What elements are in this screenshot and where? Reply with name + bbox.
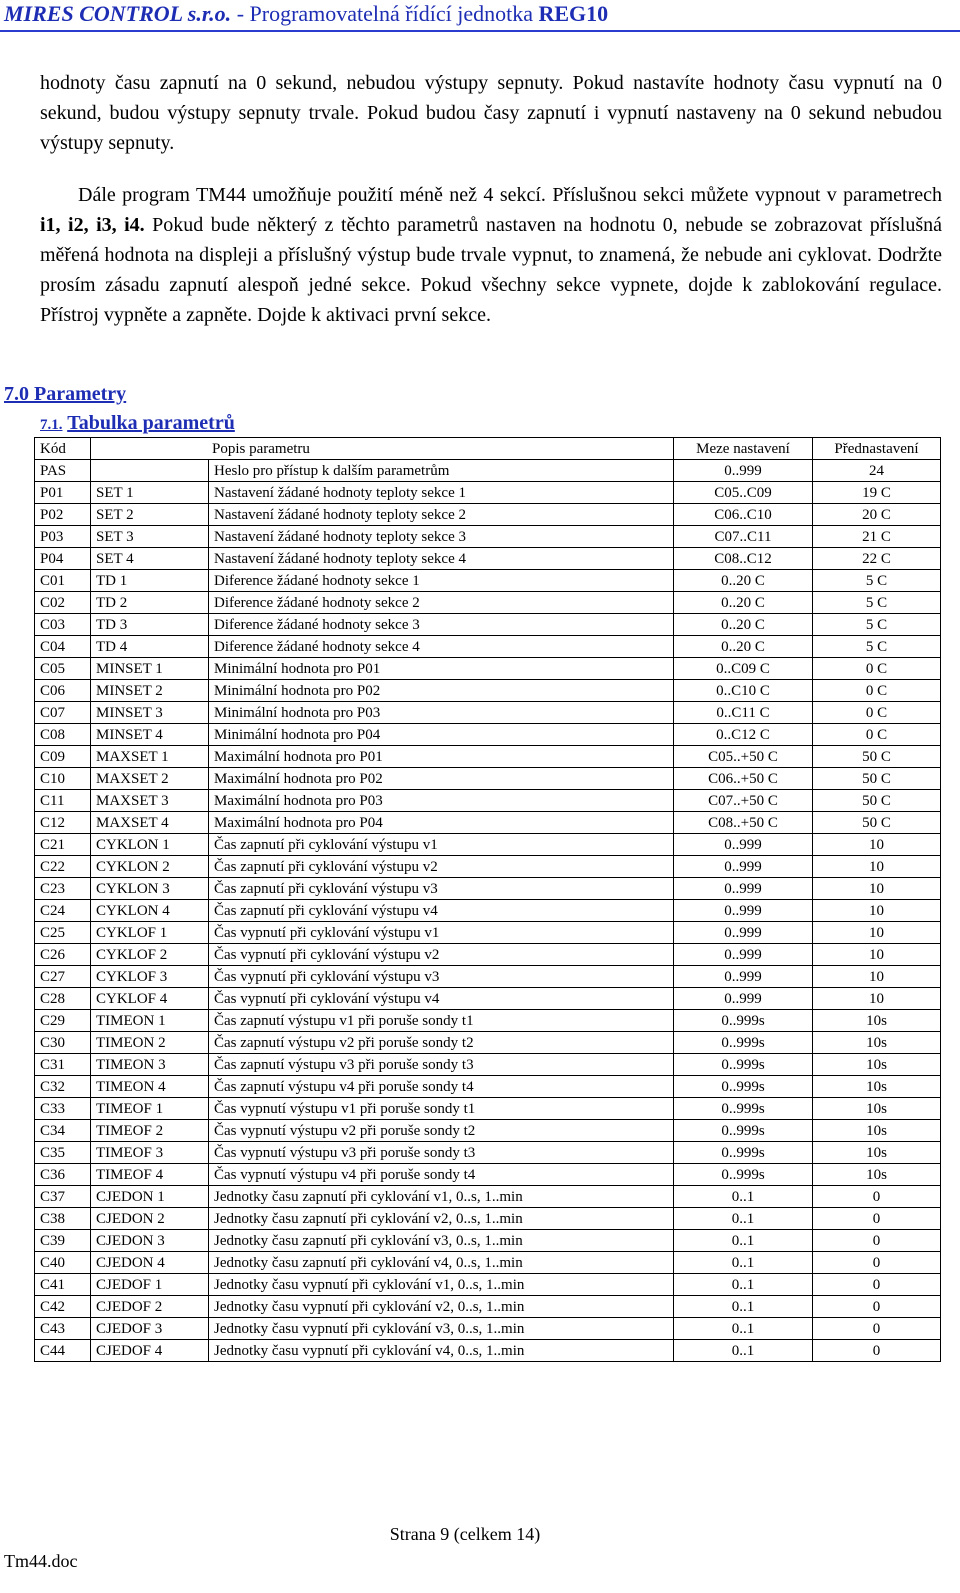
cell-range: C08..C12: [674, 548, 813, 570]
header-range: Meze nastavení: [674, 438, 813, 460]
cell-name: TD 4: [91, 636, 209, 658]
cell-description: Čas zapnutí při cyklování výstupu v1: [209, 834, 674, 856]
paragraph-2-end: Pokud bude některý z těchto parametrů nastaven na hodnotu 0, nebude se zobrazovat příslušná měřená hodnota na displeji a příslušný výstup bude trvale vypnut, to znamená, že nebude ani cyklovat. Dodržte prosím zásadu zapnutí alespoň jedné sekce. Pokud všechny sekce vypnete, dojde k zablokování regulace. Přístroj vypněte a zapněte. Dojde k aktivaci první sekce.: [40, 214, 942, 326]
cell-code: C04: [35, 636, 91, 658]
cell-name: CYKLOF 4: [91, 988, 209, 1010]
cell-name: MINSET 4: [91, 724, 209, 746]
table-row: [35, 658, 941, 680]
cell-code: C21: [35, 834, 91, 856]
cell-code: P03: [35, 526, 91, 548]
cell-default: 0 C: [813, 702, 941, 724]
cell-name: TD 3: [91, 614, 209, 636]
cell-code: C11: [35, 790, 91, 812]
cell-range: 0..999s: [674, 1098, 813, 1120]
cell-default: 0: [813, 1296, 941, 1318]
table-row: [35, 1340, 941, 1362]
cell-range: 0..999: [674, 878, 813, 900]
cell-default: 50 C: [813, 746, 941, 768]
cell-code: P02: [35, 504, 91, 526]
cell-description: Maximální hodnota pro P01: [209, 746, 674, 768]
page-header: [4, 1, 608, 27]
cell-description: Nastavení žádané hodnoty teploty sekce 2: [209, 504, 674, 526]
cell-description: Čas vypnutí výstupu v1 při poruše sondy t1: [209, 1098, 674, 1120]
cell-code: C05: [35, 658, 91, 680]
file-name: Tm44.doc: [4, 1551, 78, 1571]
cell-name: SET 4: [91, 548, 209, 570]
cell-default: 22 C: [813, 548, 941, 570]
cell-default: 10: [813, 944, 941, 966]
table-row: [35, 526, 941, 548]
cell-name: CYKLOF 2: [91, 944, 209, 966]
cell-default: 0: [813, 1252, 941, 1274]
cell-description: Jednotky času zapnutí při cyklování v3, 0..s, 1..min: [209, 1230, 674, 1252]
cell-description: Maximální hodnota pro P04: [209, 812, 674, 834]
cell-description: Heslo pro přístup k dalším parametrům: [209, 460, 674, 482]
cell-range: 0..1: [674, 1186, 813, 1208]
cell-description: Jednotky času vypnutí při cyklování v4, 0..s, 1..min: [209, 1340, 674, 1362]
cell-name: MAXSET 4: [91, 812, 209, 834]
table-row: [35, 812, 941, 834]
cell-name: MINSET 3: [91, 702, 209, 724]
cell-name: MAXSET 2: [91, 768, 209, 790]
table-row: [35, 944, 941, 966]
cell-default: 10s: [813, 1142, 941, 1164]
section-heading: 7.0 Parametry: [4, 383, 127, 405]
cell-name: CJEDON 1: [91, 1186, 209, 1208]
cell-range: C05..+50 C: [674, 746, 813, 768]
table-row: [35, 724, 941, 746]
cell-description: Maximální hodnota pro P03: [209, 790, 674, 812]
cell-description: Čas zapnutí při cyklování výstupu v2: [209, 856, 674, 878]
cell-description: Minimální hodnota pro P02: [209, 680, 674, 702]
table-row: [35, 1318, 941, 1340]
table-row: [35, 570, 941, 592]
cell-name: CJEDOF 2: [91, 1296, 209, 1318]
cell-name: TIMEOF 3: [91, 1142, 209, 1164]
cell-code: P04: [35, 548, 91, 570]
cell-name: CJEDON 3: [91, 1230, 209, 1252]
cell-default: 0: [813, 1274, 941, 1296]
cell-description: Jednotky času zapnutí při cyklování v2, 0..s, 1..min: [209, 1208, 674, 1230]
cell-name: TIMEOF 2: [91, 1120, 209, 1142]
cell-description: Čas zapnutí výstupu v1 při poruše sondy t1: [209, 1010, 674, 1032]
cell-code: C27: [35, 966, 91, 988]
cell-default: 0: [813, 1230, 941, 1252]
cell-range: 0..999s: [674, 1076, 813, 1098]
cell-name: TIMEOF 4: [91, 1164, 209, 1186]
cell-default: 5 C: [813, 636, 941, 658]
cell-range: 0..999: [674, 460, 813, 482]
cell-code: C07: [35, 702, 91, 724]
cell-default: 24: [813, 460, 941, 482]
cell-description: Nastavení žádané hodnoty teploty sekce 3: [209, 526, 674, 548]
cell-code: C23: [35, 878, 91, 900]
cell-description: Čas zapnutí výstupu v3 při poruše sondy t3: [209, 1054, 674, 1076]
table-row: [35, 460, 941, 482]
cell-default: 10s: [813, 1076, 941, 1098]
cell-range: 0..1: [674, 1340, 813, 1362]
cell-description: Jednotky času vypnutí při cyklování v1, 0..s, 1..min: [209, 1274, 674, 1296]
cell-description: Čas zapnutí výstupu v2 při poruše sondy t2: [209, 1032, 674, 1054]
cell-name: TIMEON 2: [91, 1032, 209, 1054]
cell-code: C02: [35, 592, 91, 614]
cell-code: C40: [35, 1252, 91, 1274]
cell-default: 10s: [813, 1054, 941, 1076]
cell-code: C38: [35, 1208, 91, 1230]
cell-description: Nastavení žádané hodnoty teploty sekce 4: [209, 548, 674, 570]
cell-range: 0..999: [674, 988, 813, 1010]
cell-code: C44: [35, 1340, 91, 1362]
table-row: [35, 834, 941, 856]
cell-default: 0 C: [813, 680, 941, 702]
cell-code: C42: [35, 1296, 91, 1318]
cell-default: 10: [813, 966, 941, 988]
cell-name: CJEDOF 1: [91, 1274, 209, 1296]
cell-default: 10s: [813, 1120, 941, 1142]
table-row: [35, 856, 941, 878]
cell-default: 0: [813, 1208, 941, 1230]
table-row: [35, 702, 941, 724]
cell-name: CJEDON 2: [91, 1208, 209, 1230]
header-description: Popis parametru: [91, 438, 674, 460]
cell-default: 10: [813, 856, 941, 878]
cell-code: C39: [35, 1230, 91, 1252]
cell-range: 0..C09 C: [674, 658, 813, 680]
cell-range: C06..+50 C: [674, 768, 813, 790]
subsection-title: Tabulka parametrů: [67, 412, 235, 434]
cell-code: P01: [35, 482, 91, 504]
cell-range: 0..999s: [674, 1054, 813, 1076]
cell-name: CJEDON 4: [91, 1252, 209, 1274]
cell-default: 0: [813, 1340, 941, 1362]
cell-default: 10: [813, 834, 941, 856]
table-row: [35, 1164, 941, 1186]
cell-default: 0 C: [813, 658, 941, 680]
paragraph-2-start: Dále program TM44 umožňuje použití méně než 4 sekcí. Příslušnou sekci můžete vypnout v parametrech: [78, 184, 942, 206]
cell-name: MAXSET 3: [91, 790, 209, 812]
header-code: Kód: [35, 438, 91, 460]
table-row: [35, 504, 941, 526]
cell-range: C07..C11: [674, 526, 813, 548]
cell-name: TD 2: [91, 592, 209, 614]
cell-description: Čas zapnutí při cyklování výstupu v4: [209, 900, 674, 922]
cell-description: Čas vypnutí při cyklování výstupu v4: [209, 988, 674, 1010]
cell-range: 0..999: [674, 856, 813, 878]
cell-default: 50 C: [813, 790, 941, 812]
cell-code: C30: [35, 1032, 91, 1054]
cell-default: 21 C: [813, 526, 941, 548]
cell-range: 0..C12 C: [674, 724, 813, 746]
cell-range: 0..999: [674, 944, 813, 966]
cell-description: Čas zapnutí při cyklování výstupu v3: [209, 878, 674, 900]
table-row: [35, 768, 941, 790]
cell-name: CJEDOF 3: [91, 1318, 209, 1340]
paragraph-1: hodnoty času zapnutí na 0 sekund, nebudou výstupy sepnuty. Pokud nastavíte hodnoty času vypnutí na 0 sekund, budou výstupy sepnuty trvale. Pokud budou časy zapnutí i vypnutí nastaveny na 0 sekund nebudou výstupy sepnuty.: [40, 72, 942, 154]
cell-default: 0: [813, 1318, 941, 1340]
table-row: [35, 1252, 941, 1274]
cell-range: 0..C10 C: [674, 680, 813, 702]
cell-description: Jednotky času zapnutí při cyklování v1, 0..s, 1..min: [209, 1186, 674, 1208]
cell-range: C08..+50 C: [674, 812, 813, 834]
table-row: [35, 966, 941, 988]
cell-description: Diference žádané hodnoty sekce 1: [209, 570, 674, 592]
table-row: [35, 1010, 941, 1032]
cell-code: C24: [35, 900, 91, 922]
table-row: [35, 482, 941, 504]
header-subtitle: Programovatelná řídící jednotka: [249, 1, 539, 26]
cell-name: TIMEON 1: [91, 1010, 209, 1032]
cell-default: 20 C: [813, 504, 941, 526]
cell-code: C12: [35, 812, 91, 834]
cell-code: C43: [35, 1318, 91, 1340]
cell-default: 10: [813, 878, 941, 900]
cell-range: 0..1: [674, 1318, 813, 1340]
cell-description: Minimální hodnota pro P01: [209, 658, 674, 680]
cell-code: C25: [35, 922, 91, 944]
cell-description: Diference žádané hodnoty sekce 2: [209, 592, 674, 614]
cell-code: C09: [35, 746, 91, 768]
cell-default: 10s: [813, 1032, 941, 1054]
table-row: [35, 746, 941, 768]
cell-code: C10: [35, 768, 91, 790]
cell-description: Čas vypnutí při cyklování výstupu v1: [209, 922, 674, 944]
cell-range: 0..999s: [674, 1120, 813, 1142]
cell-range: 0..1: [674, 1296, 813, 1318]
cell-description: Jednotky času vypnutí při cyklování v3, 0..s, 1..min: [209, 1318, 674, 1340]
table-row: [35, 614, 941, 636]
cell-name: CYKLOF 1: [91, 922, 209, 944]
table-body: [35, 460, 941, 1362]
cell-code: C08: [35, 724, 91, 746]
cell-name: TIMEON 3: [91, 1054, 209, 1076]
cell-name: CJEDOF 4: [91, 1340, 209, 1362]
table-row: [35, 900, 941, 922]
cell-default: 10: [813, 900, 941, 922]
cell-name: TIMEON 4: [91, 1076, 209, 1098]
cell-range: C07..+50 C: [674, 790, 813, 812]
cell-name: CYKLON 3: [91, 878, 209, 900]
cell-code: C01: [35, 570, 91, 592]
cell-range: 0..999: [674, 966, 813, 988]
cell-description: Diference žádané hodnoty sekce 4: [209, 636, 674, 658]
cell-range: C05..C09: [674, 482, 813, 504]
cell-description: Jednotky času zapnutí při cyklování v4, 0..s, 1..min: [209, 1252, 674, 1274]
cell-range: 0..1: [674, 1208, 813, 1230]
cell-range: 0..1: [674, 1274, 813, 1296]
cell-default: 10s: [813, 1098, 941, 1120]
cell-name: MINSET 1: [91, 658, 209, 680]
table-row: [35, 922, 941, 944]
cell-description: Diference žádané hodnoty sekce 3: [209, 614, 674, 636]
cell-code: C36: [35, 1164, 91, 1186]
header-rule: [0, 30, 960, 32]
paragraph-2-params: i1, i2, i3, i4.: [40, 214, 145, 236]
cell-default: 5 C: [813, 592, 941, 614]
cell-code: C28: [35, 988, 91, 1010]
cell-default: 0 C: [813, 724, 941, 746]
cell-code: C41: [35, 1274, 91, 1296]
cell-default: 10s: [813, 1164, 941, 1186]
cell-range: 0..1: [674, 1252, 813, 1274]
cell-default: 10: [813, 988, 941, 1010]
table-row: [35, 1186, 941, 1208]
cell-default: 10s: [813, 1010, 941, 1032]
cell-code: C06: [35, 680, 91, 702]
cell-default: 50 C: [813, 812, 941, 834]
cell-default: 5 C: [813, 614, 941, 636]
cell-description: Minimální hodnota pro P03: [209, 702, 674, 724]
cell-description: Čas vypnutí při cyklování výstupu v3: [209, 966, 674, 988]
cell-range: 0..1: [674, 1230, 813, 1252]
cell-code: C32: [35, 1076, 91, 1098]
cell-code: C34: [35, 1120, 91, 1142]
cell-name: MAXSET 1: [91, 746, 209, 768]
cell-name: CYKLON 4: [91, 900, 209, 922]
cell-range: 0..999: [674, 834, 813, 856]
table-row: [35, 1076, 941, 1098]
header-default: Přednastavení: [813, 438, 941, 460]
header-separator: -: [231, 1, 250, 26]
cell-default: 5 C: [813, 570, 941, 592]
cell-code: C03: [35, 614, 91, 636]
cell-code: C26: [35, 944, 91, 966]
cell-range: C06..C10: [674, 504, 813, 526]
cell-range: 0..999s: [674, 1032, 813, 1054]
cell-name: CYKLOF 3: [91, 966, 209, 988]
cell-name: MINSET 2: [91, 680, 209, 702]
cell-name: CYKLON 2: [91, 856, 209, 878]
table-row: [35, 680, 941, 702]
cell-name: SET 2: [91, 504, 209, 526]
table-row: [35, 790, 941, 812]
header-model: REG10: [538, 1, 609, 26]
table-row: [35, 636, 941, 658]
cell-description: Čas vypnutí při cyklování výstupu v2: [209, 944, 674, 966]
cell-range: 0..999: [674, 922, 813, 944]
page-number: Strana 9 (celkem 14): [389, 1524, 541, 1544]
cell-code: C33: [35, 1098, 91, 1120]
cell-code: C29: [35, 1010, 91, 1032]
parameter-table: [34, 437, 941, 1362]
table-row: [35, 1098, 941, 1120]
table-row: [35, 988, 941, 1010]
subsection-heading: [40, 410, 235, 438]
cell-description: Maximální hodnota pro P02: [209, 768, 674, 790]
table-row: [35, 592, 941, 614]
cell-range: 0..20 C: [674, 570, 813, 592]
cell-code: C31: [35, 1054, 91, 1076]
cell-code: PAS: [35, 460, 91, 482]
cell-default: 19 C: [813, 482, 941, 504]
cell-name: SET 1: [91, 482, 209, 504]
cell-name: CYKLON 1: [91, 834, 209, 856]
cell-code: C37: [35, 1186, 91, 1208]
company-name: MIRES CONTROL s.r.o.: [4, 1, 232, 26]
cell-name: TD 1: [91, 570, 209, 592]
cell-description: Čas zapnutí výstupu v4 při poruše sondy t4: [209, 1076, 674, 1098]
table-row: [35, 1230, 941, 1252]
cell-range: 0..999s: [674, 1164, 813, 1186]
table-row: [35, 878, 941, 900]
cell-default: 0: [813, 1186, 941, 1208]
cell-default: 10: [813, 922, 941, 944]
cell-range: 0..20 C: [674, 614, 813, 636]
cell-name: TIMEOF 1: [91, 1098, 209, 1120]
cell-range: 0..999s: [674, 1142, 813, 1164]
table-row: [35, 1296, 941, 1318]
paragraph-2: [40, 180, 942, 330]
subsection-number: 7.1.: [40, 417, 63, 433]
cell-description: Nastavení žádané hodnoty teploty sekce 1: [209, 482, 674, 504]
cell-range: 0..999: [674, 900, 813, 922]
cell-description: Minimální hodnota pro P04: [209, 724, 674, 746]
table-row: [35, 548, 941, 570]
cell-description: Jednotky času vypnutí při cyklování v2, 0..s, 1..min: [209, 1296, 674, 1318]
cell-name: [91, 460, 209, 482]
table-header-row: [35, 438, 941, 460]
cell-range: 0..20 C: [674, 636, 813, 658]
cell-range: 0..999s: [674, 1010, 813, 1032]
table-row: [35, 1054, 941, 1076]
table-row: [35, 1208, 941, 1230]
table-row: [35, 1032, 941, 1054]
cell-code: C22: [35, 856, 91, 878]
table-row: [35, 1274, 941, 1296]
table-row: [35, 1120, 941, 1142]
cell-code: C35: [35, 1142, 91, 1164]
cell-name: SET 3: [91, 526, 209, 548]
cell-description: Čas vypnutí výstupu v2 při poruše sondy t2: [209, 1120, 674, 1142]
table-row: [35, 1142, 941, 1164]
cell-description: Čas vypnutí výstupu v3 při poruše sondy t3: [209, 1142, 674, 1164]
cell-range: 0..C11 C: [674, 702, 813, 724]
cell-default: 50 C: [813, 768, 941, 790]
cell-range: 0..20 C: [674, 592, 813, 614]
cell-description: Čas vypnutí výstupu v4 při poruše sondy t4: [209, 1164, 674, 1186]
